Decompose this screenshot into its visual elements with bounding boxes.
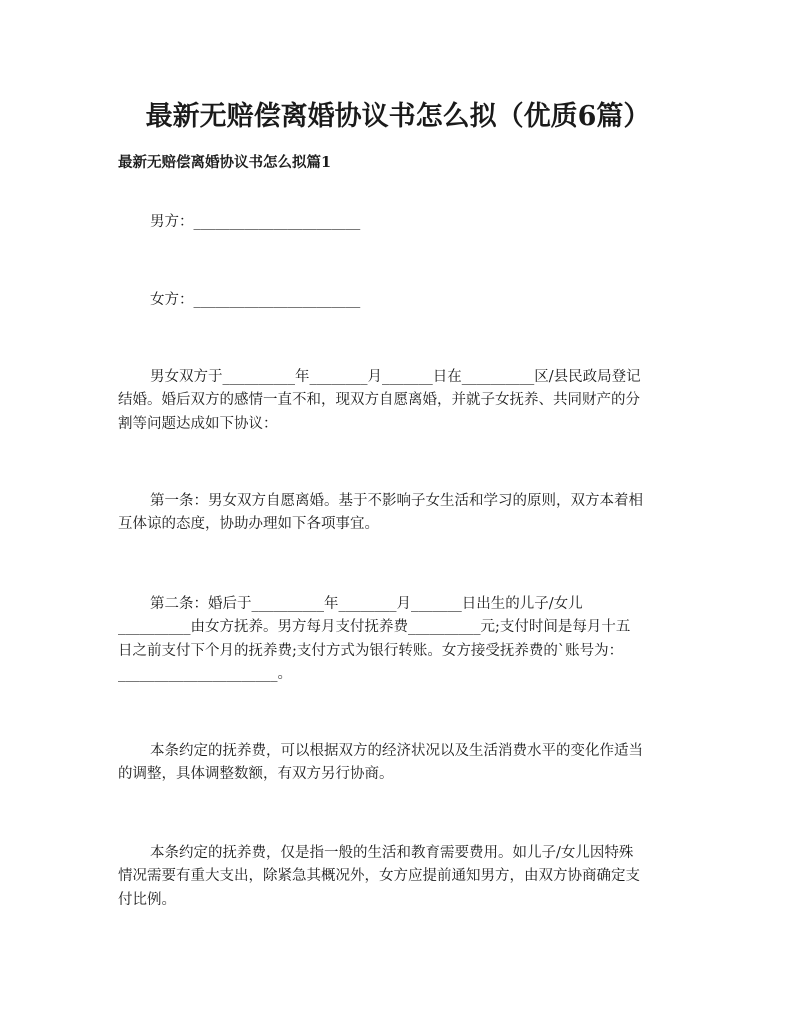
- paragraph-line: 第二条：婚后于__________年________月_______日出生的儿子/女儿: [150, 596, 583, 612]
- paragraph-line: __________由女方抚养。男方每月支付抚养费__________元;支付时间是每月十五: [118, 619, 631, 636]
- paragraph-line: ______________________。: [118, 665, 292, 682]
- paragraph-line: 结婚。婚后双方的感情一直不和，现双方自愿离婚，并就子女抚养、共同财产的分: [118, 392, 640, 409]
- paragraph-line: 的调整，具体调整数额，有双方另行协商。: [118, 766, 394, 783]
- woman-line: 女方：_______________________: [150, 292, 361, 308]
- paragraph-line: 男女双方于__________年________月_______日在__________区/县民政局登记: [150, 369, 641, 385]
- paragraph-registration: [118, 366, 684, 436]
- paragraph-expenses: [118, 842, 684, 912]
- man-line: 男方：_______________________: [150, 214, 361, 230]
- paragraph-line: 本条约定的抚养费，可以根据双方的经济状况以及生活消费水平的变化作适当: [150, 743, 643, 759]
- paragraph-line: 割等问题达成如下协议：: [118, 415, 278, 432]
- paragraph-line: 情况需要有重大支出，除紧急其概况外，女方应提前通知男方，由双方协商确定支: [118, 868, 640, 885]
- paragraph-line: 付比例。: [118, 891, 176, 908]
- paragraph-article-1: [118, 490, 684, 537]
- paragraph-article-2: [118, 593, 684, 686]
- paragraph-line: 第一条：男女双方自愿离婚。基于不影响子女生活和学习的原则，双方本着相: [150, 493, 643, 509]
- paragraph-line: 本条约定的抚养费，仅是指一般的生活和教育需要费用。如儿子/女儿因特殊: [150, 845, 634, 861]
- paragraph-adjustment: [118, 740, 684, 787]
- paragraph-line: 互体谅的态度，协助办理如下各项事宜。: [118, 516, 379, 533]
- section-heading: 最新无赔偿离婚协议书怎么拟篇1: [118, 154, 332, 171]
- document-title: 最新无赔偿离婚协议书怎么拟（优质6篇）: [145, 101, 651, 132]
- paragraph-line: 日之前支付下个月的抚养费;支付方式为银行转账。女方接受抚养费的`账号为：: [118, 642, 624, 659]
